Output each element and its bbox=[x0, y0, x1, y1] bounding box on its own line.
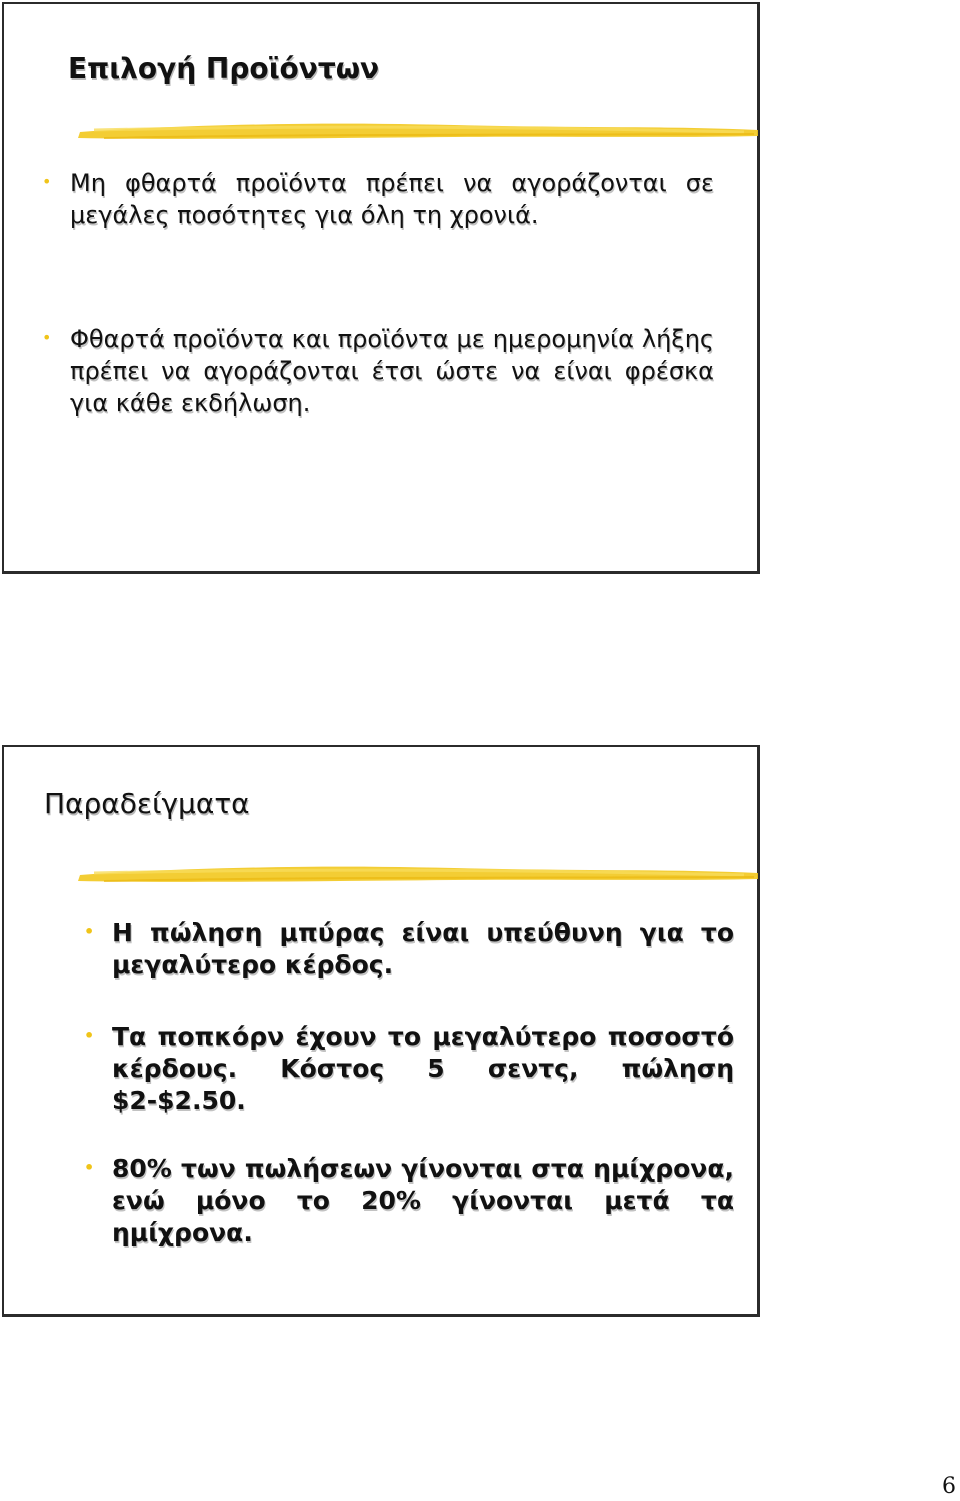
slide-examples bbox=[2, 745, 760, 1317]
list-item bbox=[84, 1153, 734, 1249]
slide-title: Επιλογή Προϊόντων bbox=[68, 52, 380, 85]
list-item bbox=[84, 1021, 734, 1117]
bullet-dot-icon: • bbox=[42, 172, 52, 191]
bullet-dot-icon: • bbox=[84, 1026, 95, 1045]
slide-title: Παραδείγματα bbox=[44, 787, 250, 820]
yellow-brush-stroke bbox=[74, 859, 760, 887]
bullet-dot-icon: • bbox=[84, 922, 95, 941]
slide-product-selection bbox=[2, 2, 760, 574]
list-item bbox=[42, 323, 714, 419]
bullet-dot-icon: • bbox=[42, 328, 52, 347]
bullet-list bbox=[42, 167, 714, 511]
yellow-brush-stroke bbox=[74, 116, 760, 144]
bullet-text: Μη φθαρτά προϊόντα πρέπει να αγοράζονται σε μεγάλες ποσότητες για όλη τη χρονιά. bbox=[70, 169, 714, 229]
list-item bbox=[84, 917, 734, 981]
bullet-text: Τα ποπκόρν έχουν το μεγαλύτερο ποσοστό κέρδους. Κόστος 5 σεντς, πώληση $2-$2.50. bbox=[112, 1022, 734, 1115]
bullet-text: Η πώληση μπύρας είναι υπεύθυνη για το μεγαλύτερο κέρδος. bbox=[112, 918, 734, 979]
page-number: 6 bbox=[942, 1474, 956, 1499]
bullet-text: Φθαρτά προϊόντα και προϊόντα με ημερομηνία λήξης πρέπει να αγοράζονται έτσι ώστε να είναι φρέσκα για κάθε εκδήλωση. bbox=[70, 325, 714, 417]
bullet-dot-icon: • bbox=[84, 1158, 95, 1177]
list-item bbox=[42, 167, 714, 231]
bullet-list bbox=[84, 917, 734, 1289]
bullet-text: 80% των πωλήσεων γίνονται στα ημίχρονα, ενώ μόνο το 20% γίνονται μετά τα ημίχρονα. bbox=[112, 1154, 734, 1247]
